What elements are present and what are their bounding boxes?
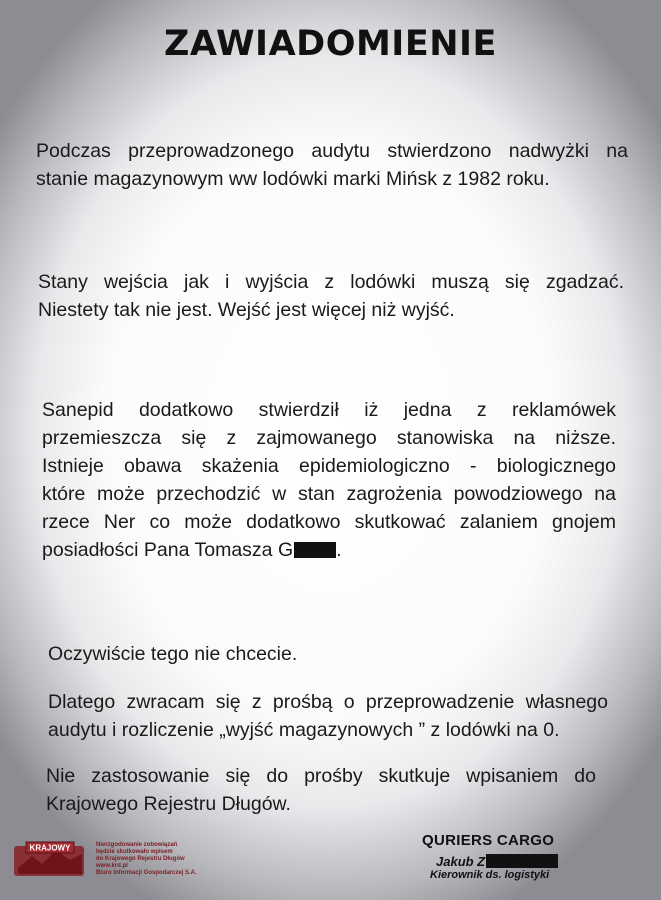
notice-title: ZAWIADOMIENIE: [164, 24, 497, 64]
signature-redaction-bar: [486, 854, 558, 868]
text-line: Stany wejścia jak i wyjścia z lodówki muszą się zgadzać.: [38, 271, 624, 293]
krd-stamp-text: [96, 842, 208, 877]
paragraph-audit: [36, 137, 628, 193]
text-line: Krajowego Rejestru Długów.: [46, 793, 291, 815]
signatory-role: Kierownik ds. logistyki: [430, 869, 550, 881]
paragraph-you-dont-want: [48, 640, 608, 668]
text-line-start: posiadłości Pana Tomasza G: [42, 539, 294, 561]
signatory-name: Jakub Z: [436, 854, 486, 869]
text-line: audytu i rozliczenie „wyjść magazynowych ” z lodówki na 0.: [48, 719, 560, 741]
paragraph-stock-states: [38, 268, 624, 324]
text-line: Oczywiście tego nie chcecie.: [48, 643, 298, 665]
text-line: Dlatego zwracam się z prośbą o przeprowadzenie własnego: [48, 691, 608, 713]
text-line: Istnieje obawa skażenia epidemiologiczno - biologicznego: [42, 455, 616, 477]
text-line: Niestety tak nie jest. Wejść jest więcej niż wyjść.: [38, 299, 455, 321]
stamp-line: będzie skutkowało wpisem: [96, 849, 173, 855]
text-line: rzece Ner co może dodatkowo skutkować zalaniem gnojem: [42, 511, 616, 533]
stamp-line: www.krd.pl: [96, 863, 128, 869]
paragraph-consequence: [46, 762, 596, 818]
krd-logo-text: KRAJOWY: [29, 843, 71, 853]
text-line: Nie zastosowanie się do prośby skutkuje wpisaniem do: [46, 765, 596, 787]
company-name: QURIERS CARGO: [422, 832, 555, 849]
text-line: Podczas przeprowadzonego audytu stwierdzono nadwyżki na: [36, 140, 628, 162]
stamp-line: do Krajowego Rejestru Długów: [96, 856, 185, 862]
text-line: które może przechodzić w stan zagrożenia powodziowego na: [42, 483, 616, 505]
redaction-bar: [294, 542, 336, 558]
paragraph-request: [48, 688, 608, 744]
stamp-line: Nierzgodowanie zobowiązań: [96, 842, 178, 848]
text-line-end: .: [336, 539, 342, 561]
text-line: Sanepid dodatkowo stwierdził iż jedna z reklamówek: [42, 399, 616, 421]
paragraph-sanepid: [42, 396, 616, 564]
text-line: stanie magazynowym ww lodówki marki Mińsk z 1982 roku.: [36, 168, 550, 190]
stamp-line: Biuro Informacji Gospodarczej S.A.: [96, 870, 197, 876]
text-line: przemieszcza się z zajmowanego stanowiska na niższe.: [42, 427, 616, 449]
text-line-with-redaction: [42, 536, 616, 564]
krd-logo-icon: [12, 838, 88, 882]
